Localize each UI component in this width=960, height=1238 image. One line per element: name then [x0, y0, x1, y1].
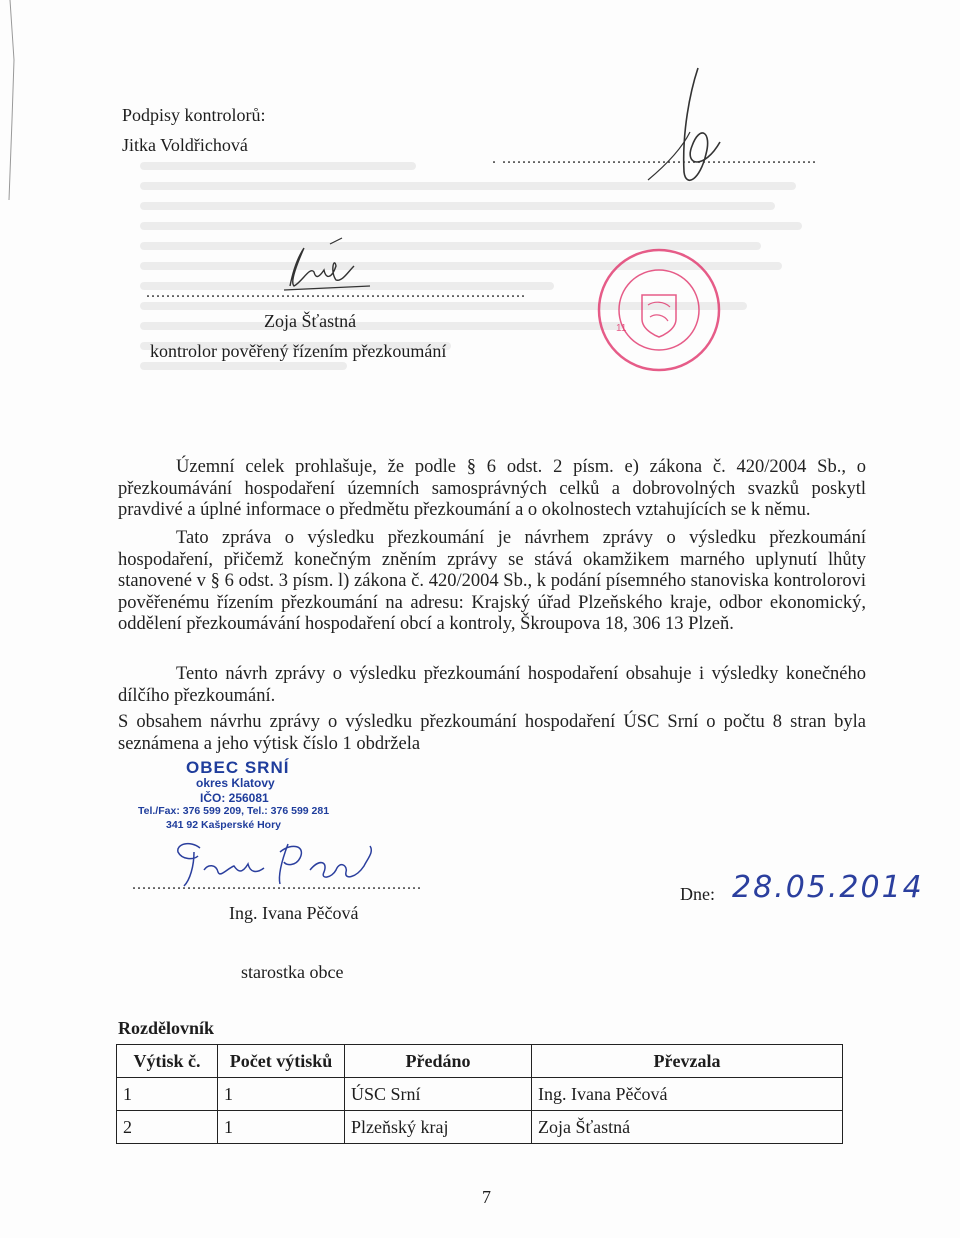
stamp-kraj-number: 11: [616, 323, 627, 334]
date-value: 28.05.2014: [732, 870, 924, 905]
cell-handed-to: ÚSC Srní: [345, 1078, 532, 1111]
header-copy-no: Výtisk č.: [117, 1045, 218, 1078]
signature-line-mayor: ..........................................................: [132, 876, 422, 893]
distribution-title: Rozdělovník: [118, 1018, 215, 1038]
partial-review-paragraph: Tento návrh zprávy o výsledku přezkoumání hospodaření obsahuje i výsledky konečného dílčího přezkoumání.: [118, 664, 866, 706]
stamp-obec-line5: 341 92 Kašperské Hory: [166, 819, 281, 831]
table-row: [117, 1111, 843, 1144]
stamp-obec-line3: IČO: 256081: [200, 791, 269, 805]
declaration-paragraph: Územní celek prohlašuje, že podle § 6 odst. 2 písm. e) zákona č. 420/2004 Sb., o přezkoumávání hospodaření územních samosprávných celků a dobrovolných svazků poskytl pravdivé a úplné informace o předmětu přezkoumání a o okolnostech vztahujících se k němu.: [118, 457, 866, 520]
krajsky-urad-stamp: [594, 245, 724, 375]
cell-handed-to: Plzeňský kraj: [345, 1111, 532, 1144]
stamp-obec-line4: Tel./Fax: 376 599 209, Tel.: 376 599 281: [138, 805, 330, 817]
acknowledgement-paragraph: S obsahem návrhu zprávy o výsledku přezkoumání hospodaření ÚSC Srní o počtu 8 stran byla seznámena a jeho výtisk číslo 1 obdržela: [118, 712, 866, 754]
controllers-heading: Podpisy kontrolorů:: [122, 105, 266, 125]
controller2-role: kontrolor pověřený řízením přezkoumání: [150, 341, 447, 361]
table-row: [117, 1078, 843, 1111]
date-label: Dne:: [680, 884, 715, 904]
cell-received-by: Zoja Šťastná: [532, 1111, 843, 1144]
mayor-role: starostka obce: [241, 962, 344, 982]
cell-copy-no: 1: [117, 1078, 218, 1111]
header-copies-count: Počet výtisků: [218, 1045, 345, 1078]
table-header-row: [117, 1045, 843, 1078]
stamp-obec-line2: okres Klatovy: [196, 776, 275, 790]
controller2-name: Zoja Šťastná: [264, 311, 357, 331]
header-handed-to: Předáno: [345, 1045, 532, 1078]
distribution-table: [116, 1044, 843, 1144]
scan-edge-line: [0, 0, 40, 260]
draft-report-paragraph: Tato zpráva o výsledku přezkoumání je návrhem zprávy o výsledku přezkoumání hospodaření, přičemž konečným zněním zprávy se stává okamžikem marného uplynutí lhůty stanovené v § 6 odst. 3 písm. l) zákona č. 420/2004 Sb., k podání písemného stanoviska kontrolorovi pověřenému řízením přezkoumání na adresu: Krajský úřad Plzeňského kraje, odbor ekonomický, oddělení přezkoumávání hospodaření obcí a kontroly, Škroupova 18, 306 13 Plzeň.: [118, 528, 866, 634]
signature-voldrichova: [620, 62, 740, 192]
page-number: 7: [482, 1187, 491, 1207]
mayor-name: Ing. Ivana Pěčová: [229, 903, 359, 923]
stamp-obec-line1: OBEC SRNÍ: [186, 758, 290, 777]
cell-copies-count: 1: [218, 1111, 345, 1144]
signature-line-2: ............................................................................: [146, 284, 526, 301]
header-received-by: Převzala: [532, 1045, 843, 1078]
controller1-name: Jitka Voldřichová: [122, 135, 248, 155]
cell-copies-count: 1: [218, 1078, 345, 1111]
cell-received-by: Ing. Ivana Pěčová: [532, 1078, 843, 1111]
signature-line-1: . ...............................................................: [492, 150, 817, 167]
cell-copy-no: 2: [117, 1111, 218, 1144]
